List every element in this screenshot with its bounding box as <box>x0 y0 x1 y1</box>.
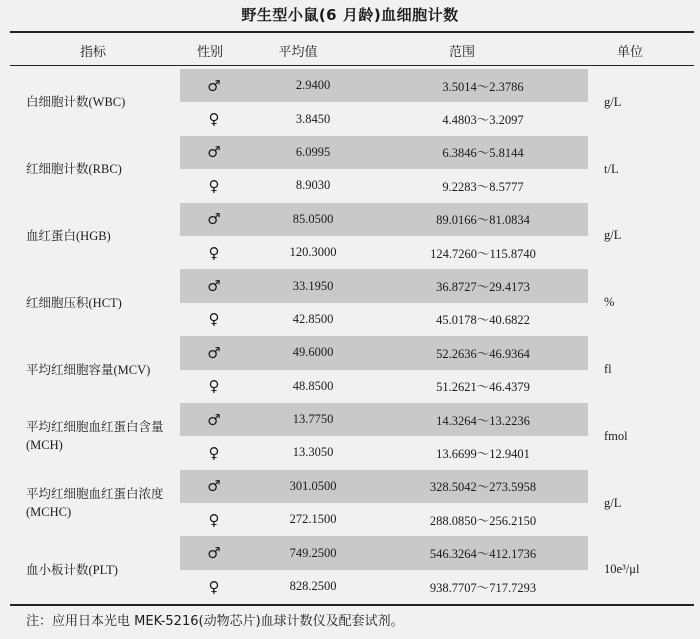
mean-value: 49.6000 <box>248 336 378 369</box>
male-symbol: ♂ <box>207 544 221 563</box>
unit: fmol <box>604 428 628 443</box>
mean-value: 8.9030 <box>295 178 331 193</box>
header-rule <box>10 65 694 66</box>
range-value: 36.8727～29.4173 <box>378 269 588 302</box>
sex-female <box>180 436 248 469</box>
range-value: 546.3264～412.1736 <box>378 536 588 569</box>
range-value: 328.5042～273.5958 <box>378 470 588 503</box>
female-symbol: ♀ <box>208 243 220 262</box>
param-name: 血红蛋白(HGB) <box>26 228 111 243</box>
female-symbol: ♀ <box>208 443 220 462</box>
header-unit: 单位 <box>616 45 644 60</box>
table-row-male <box>10 269 694 302</box>
female-symbol: ♀ <box>208 110 220 129</box>
header-range: 范围 <box>448 45 476 60</box>
table-row-male <box>10 470 694 503</box>
header-param: 指标 <box>79 45 107 60</box>
table-title: 野生型小鼠(6 月龄)血细胞计数 <box>241 6 459 24</box>
mean-value: 13.7750 <box>248 403 378 436</box>
mean-value: 6.0995 <box>248 136 378 169</box>
range-value: 9.2283～8.5777 <box>442 179 524 194</box>
male-symbol: ♂ <box>207 477 221 496</box>
mean-value: 48.8500 <box>292 378 334 393</box>
sex-male <box>180 403 248 436</box>
range-value: 89.0166～81.0834 <box>378 203 588 236</box>
mean-value: 33.1950 <box>248 269 378 302</box>
mean-value: 828.2500 <box>289 579 337 594</box>
female-symbol: ♀ <box>208 310 220 329</box>
sex-female <box>180 570 248 603</box>
sex-female <box>180 169 248 202</box>
footnote: 注：应用日本光电 MEK-5216(动物芯片)血球计数仪及配套试剂。 <box>26 614 404 629</box>
sex-male <box>180 203 248 236</box>
sex-female <box>180 370 248 403</box>
mean-value: 2.9400 <box>248 69 378 102</box>
header-sex: 性别 <box>196 45 224 60</box>
range-value: 52.2636～46.9364 <box>378 336 588 369</box>
male-symbol: ♂ <box>207 277 221 296</box>
mean-value: 85.0500 <box>248 203 378 236</box>
male-symbol: ♂ <box>207 343 221 362</box>
sex-male <box>180 536 248 569</box>
mean-value: 13.3050 <box>292 445 334 460</box>
param-name: 红细胞压积(HCT) <box>26 295 122 310</box>
mean-value: 301.0500 <box>248 470 378 503</box>
param-name: 平均红细胞容量(MCV) <box>26 362 151 377</box>
bottom-rule <box>10 604 694 606</box>
param-name: 红细胞计数(RBC) <box>26 162 122 177</box>
sex-male <box>180 69 248 102</box>
param-name: 血小板计数(PLT) <box>26 562 118 577</box>
male-symbol: ♂ <box>207 76 221 95</box>
unit: t/L <box>604 161 619 176</box>
unit: 10e³/μl <box>604 562 640 577</box>
sex-male <box>180 470 248 503</box>
range-value: 45.0178～40.6822 <box>436 313 530 328</box>
mean-value: 42.8500 <box>292 311 334 326</box>
sex-female <box>180 503 248 536</box>
female-symbol: ♀ <box>208 510 220 529</box>
range-value: 4.4803～3.2097 <box>442 113 524 128</box>
blood-count-table <box>10 69 694 603</box>
param-name: 白细胞计数(WBC) <box>26 95 126 110</box>
sex-male <box>180 336 248 369</box>
sex-male <box>180 136 248 169</box>
unit: g/L <box>604 495 622 510</box>
table-row-male <box>10 403 694 436</box>
sex-female <box>180 236 248 269</box>
sex-female <box>180 102 248 135</box>
male-symbol: ♂ <box>207 143 221 162</box>
unit: g/L <box>604 228 622 243</box>
unit: g/L <box>604 94 622 109</box>
mean-value: 749.2500 <box>248 536 378 569</box>
range-value: 124.7260～115.8740 <box>430 246 536 261</box>
range-value: 14.3264～13.2236 <box>378 403 588 436</box>
top-rule <box>10 31 694 33</box>
table-row-male <box>10 203 694 236</box>
range-value: 51.2621～46.4379 <box>436 380 530 395</box>
range-value: 3.5014～2.3786 <box>378 69 588 102</box>
param-name: 平均红细胞血红蛋白含量(MCH) <box>26 420 164 453</box>
mean-value: 3.8450 <box>295 111 331 126</box>
female-symbol: ♀ <box>208 176 220 195</box>
range-value: 6.3846～5.8144 <box>378 136 588 169</box>
unit: fl <box>604 362 612 377</box>
male-symbol: ♂ <box>207 210 221 229</box>
table-header <box>10 34 694 64</box>
mean-value: 120.3000 <box>289 245 337 260</box>
sex-female <box>180 303 248 336</box>
range-value: 938.7707～717.7293 <box>429 580 537 595</box>
table-row-male <box>10 536 694 569</box>
table-row-male <box>10 336 694 369</box>
sex-male <box>180 269 248 302</box>
header-mean: 平均值 <box>278 45 318 60</box>
table-row-male <box>10 69 694 102</box>
table-row-male <box>10 136 694 169</box>
unit: % <box>604 295 615 310</box>
female-symbol: ♀ <box>208 377 220 396</box>
mean-value: 272.1500 <box>289 512 337 527</box>
female-symbol: ♀ <box>208 577 220 596</box>
male-symbol: ♂ <box>207 410 221 429</box>
param-name: 平均红细胞血红蛋白浓度(MCHC) <box>26 487 164 520</box>
range-value: 13.6699～12.9401 <box>436 446 530 461</box>
range-value: 288.0850～256.2150 <box>429 513 537 528</box>
